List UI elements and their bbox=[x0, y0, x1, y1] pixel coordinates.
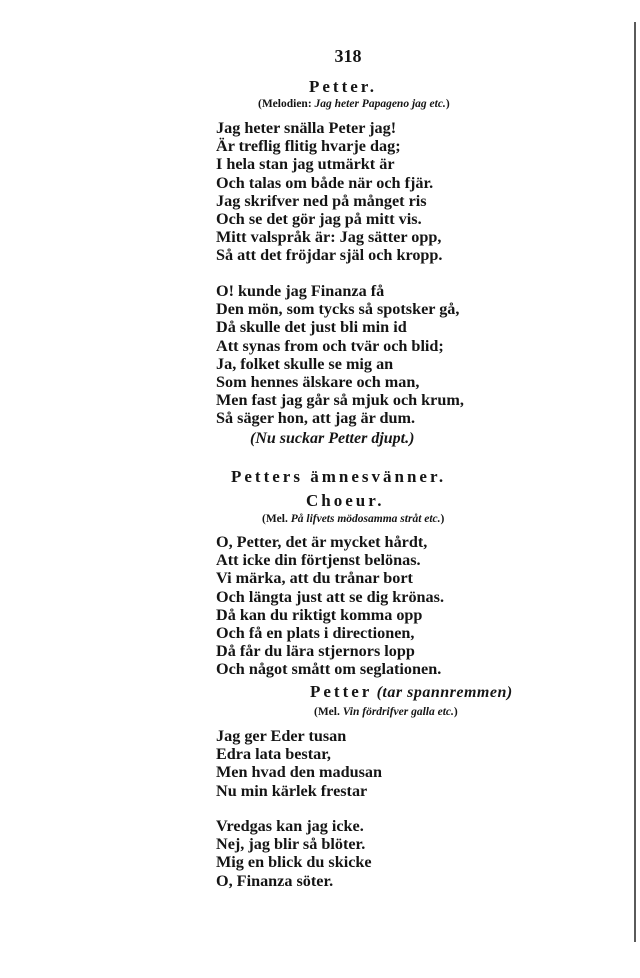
verse-line: Ja, folket skulle se mig an bbox=[216, 354, 394, 373]
verse-line: Då skulle det just bli min id bbox=[216, 318, 407, 337]
melody-suffix: ) bbox=[453, 706, 458, 718]
verse-line: Och talas om både när och fjär. bbox=[216, 173, 434, 192]
verse-line: Som hennes älskare och man, bbox=[216, 373, 420, 392]
verse-line: Då får du lära stjernors lopp bbox=[216, 642, 415, 661]
page-number: 318 bbox=[334, 46, 362, 66]
verse-line: O! kunde jag Finanza få bbox=[216, 282, 385, 300]
verse-line: Jag heter snälla Peter jag! bbox=[216, 119, 397, 137]
verse-line: Är treflig flitig hvarje dag; bbox=[216, 137, 401, 156]
verse-line: Att synas from och tvär och blid; bbox=[216, 336, 444, 355]
melody-suffix: ) bbox=[440, 513, 445, 525]
verse-line: Mig en blick du skicke bbox=[216, 853, 372, 872]
verse-line: Och något smått om seglationen. bbox=[216, 660, 442, 679]
verse-line: Vi märka, att du trånar bort bbox=[216, 569, 413, 588]
melody-note-1 bbox=[258, 98, 450, 110]
verse-line: I hela stan jag utmärkt är bbox=[216, 155, 395, 174]
speaker-line-petter bbox=[310, 682, 513, 702]
melody-note-3 bbox=[314, 706, 458, 718]
verse-line: Och se det gör jag på mitt vis. bbox=[216, 210, 422, 229]
melody-prefix: (Mel. bbox=[262, 513, 291, 525]
section-heading-petter: Petter. bbox=[309, 77, 378, 96]
verse-line: Men hvad den madusan bbox=[216, 763, 382, 782]
stage-direction: (Nu suckar Petter djupt.) bbox=[250, 430, 415, 447]
verse-line: Så att det fröjdar själ och kropp. bbox=[216, 246, 443, 265]
verse-line: Att icke din förtjenst belönas. bbox=[216, 551, 421, 570]
stanza-petter-3 bbox=[216, 727, 382, 800]
verse-line: Den mön, som tycks så spotsker gå, bbox=[216, 300, 460, 319]
melody-tune: På lifvets mödosamma stråt etc. bbox=[290, 513, 441, 525]
melody-tune: Jag heter Papageno jag etc. bbox=[314, 98, 446, 110]
melody-prefix: (Melodien: bbox=[258, 98, 315, 110]
verse-line: Vredgas kan jag icke. bbox=[216, 817, 364, 835]
verse-line: Nej, jag blir så blöter. bbox=[216, 835, 366, 854]
verse-line: Då kan du riktigt komma opp bbox=[216, 605, 423, 624]
verse-line: Och få en plats i directionen, bbox=[216, 624, 415, 643]
verse-line: Jag skrifver ned på månget ris bbox=[216, 191, 427, 210]
stanza-petter-2 bbox=[216, 282, 464, 428]
page-edge-line bbox=[634, 22, 636, 942]
speaker-direction: (tar spannremmen) bbox=[376, 684, 513, 701]
melody-note-2 bbox=[262, 513, 444, 525]
verse-line: Mitt valspråk är: Jag sätter opp, bbox=[216, 228, 442, 247]
verse-line: Jag ger Eder tusan bbox=[216, 727, 347, 745]
section-subheading-choeur: Choeur. bbox=[306, 491, 385, 510]
verse-line: Och längta just att se dig krönas. bbox=[216, 587, 444, 606]
melody-tune: Vin fördrifver galla etc. bbox=[342, 706, 454, 718]
stanza-choeur bbox=[216, 533, 444, 679]
stanza-petter-4 bbox=[216, 817, 372, 890]
verse-line: O, Finanza söter. bbox=[216, 871, 334, 890]
verse-line: Men fast jag går så mjuk och krum, bbox=[216, 391, 464, 410]
verse-line: Så säger hon, att jag är dum. bbox=[216, 409, 416, 428]
speaker-name: Petter bbox=[310, 682, 373, 701]
verse-line: Nu min kärlek frestar bbox=[216, 781, 368, 800]
verse-line: Edra lata bestar, bbox=[216, 745, 331, 764]
melody-suffix: ) bbox=[445, 98, 450, 110]
melody-prefix: (Mel. bbox=[314, 706, 343, 718]
section-heading-friends: Petters ämnesvänner. bbox=[231, 467, 447, 486]
verse-line: O, Petter, det är mycket hårdt, bbox=[216, 533, 428, 551]
stanza-petter-1 bbox=[216, 119, 442, 265]
